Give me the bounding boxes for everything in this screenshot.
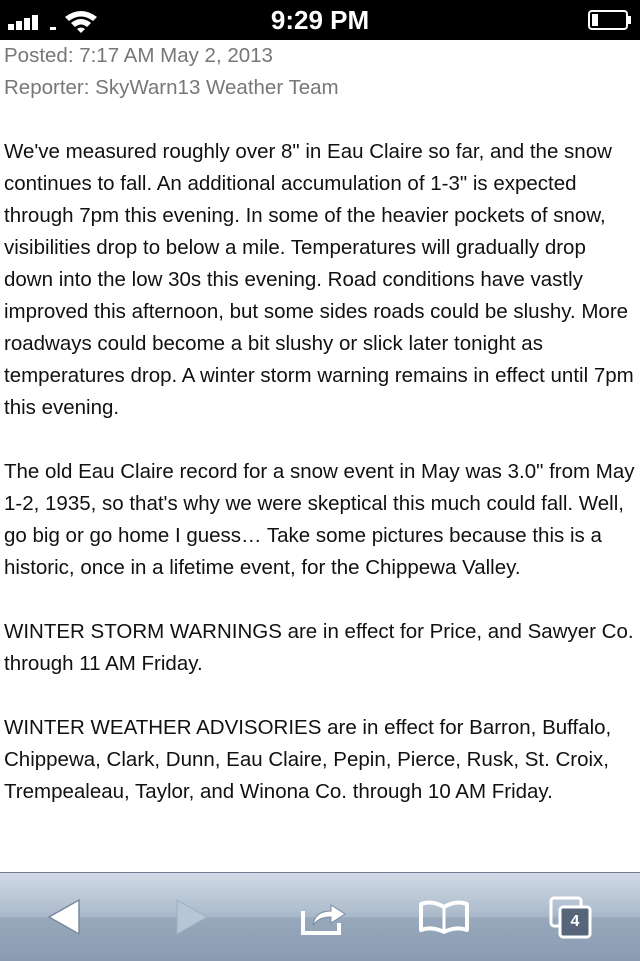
article-paragraph: The old Eau Claire record for a snow event in May was 3.0" from May 1-2, 1935, so that's why we were skeptical this much could fall. Well, go big or go home I guess… Take some pictures because this is a historic, once in a lifetime event, for the Chippewa Valley.	[4, 460, 635, 579]
status-bar	[0, 0, 640, 40]
posted-date: Posted: 7:17 AM May 2, 2013	[4, 44, 273, 67]
battery-icon	[588, 10, 632, 30]
paragraph-spacer	[4, 584, 640, 616]
forward-icon	[174, 897, 210, 937]
share-button[interactable]	[284, 873, 364, 961]
browser-toolbar	[0, 872, 640, 961]
bookmarks-icon	[418, 899, 470, 935]
paragraph-spacer	[4, 104, 640, 136]
paragraph-spacer	[4, 424, 640, 456]
tabs-icon	[548, 895, 592, 939]
article	[4, 40, 640, 808]
back-icon	[46, 897, 82, 937]
paragraph-spacer	[4, 680, 640, 712]
status-time: 9:29 PM	[270, 5, 370, 35]
forward-button[interactable]	[152, 873, 232, 961]
article-paragraph: WINTER STORM WARNINGS are in effect for Price, and Sawyer Co. through 11 AM Friday.	[4, 620, 634, 675]
tab-count-badge: 4	[570, 913, 580, 930]
article-paragraph: WINTER WEATHER ADVISORIES are in effect for Barron, Buffalo, Chippewa, Clark, Dunn, Eau Claire, Pepin, Pierce, Rusk, St. Croix, Trempealeau, Taylor, and Winona Co. through 10 AM Friday.	[4, 716, 612, 803]
back-button[interactable]	[24, 873, 104, 961]
reporter-line: Reporter: SkyWarn13 Weather Team	[4, 76, 339, 99]
article-paragraph: We've measured roughly over 8" in Eau Claire so far, and the snow continues to fall. An additional accumulation of 1-3" is expected through 7pm this evening. In some of the heavier pockets of snow, visibilities drop to below a mile. Temperatures will gradually drop down into the low 30s this evening. Road conditions have vastly improved this afternoon, but some sides roads could be slushy. More roadways could become a bit slushy or slick later tonight as temperatures drop. A winter storm warning remains in effect until 7pm this evening.	[4, 140, 634, 419]
share-icon	[299, 897, 349, 937]
bookmarks-button[interactable]	[404, 873, 484, 961]
tabs-button[interactable]	[530, 873, 610, 961]
